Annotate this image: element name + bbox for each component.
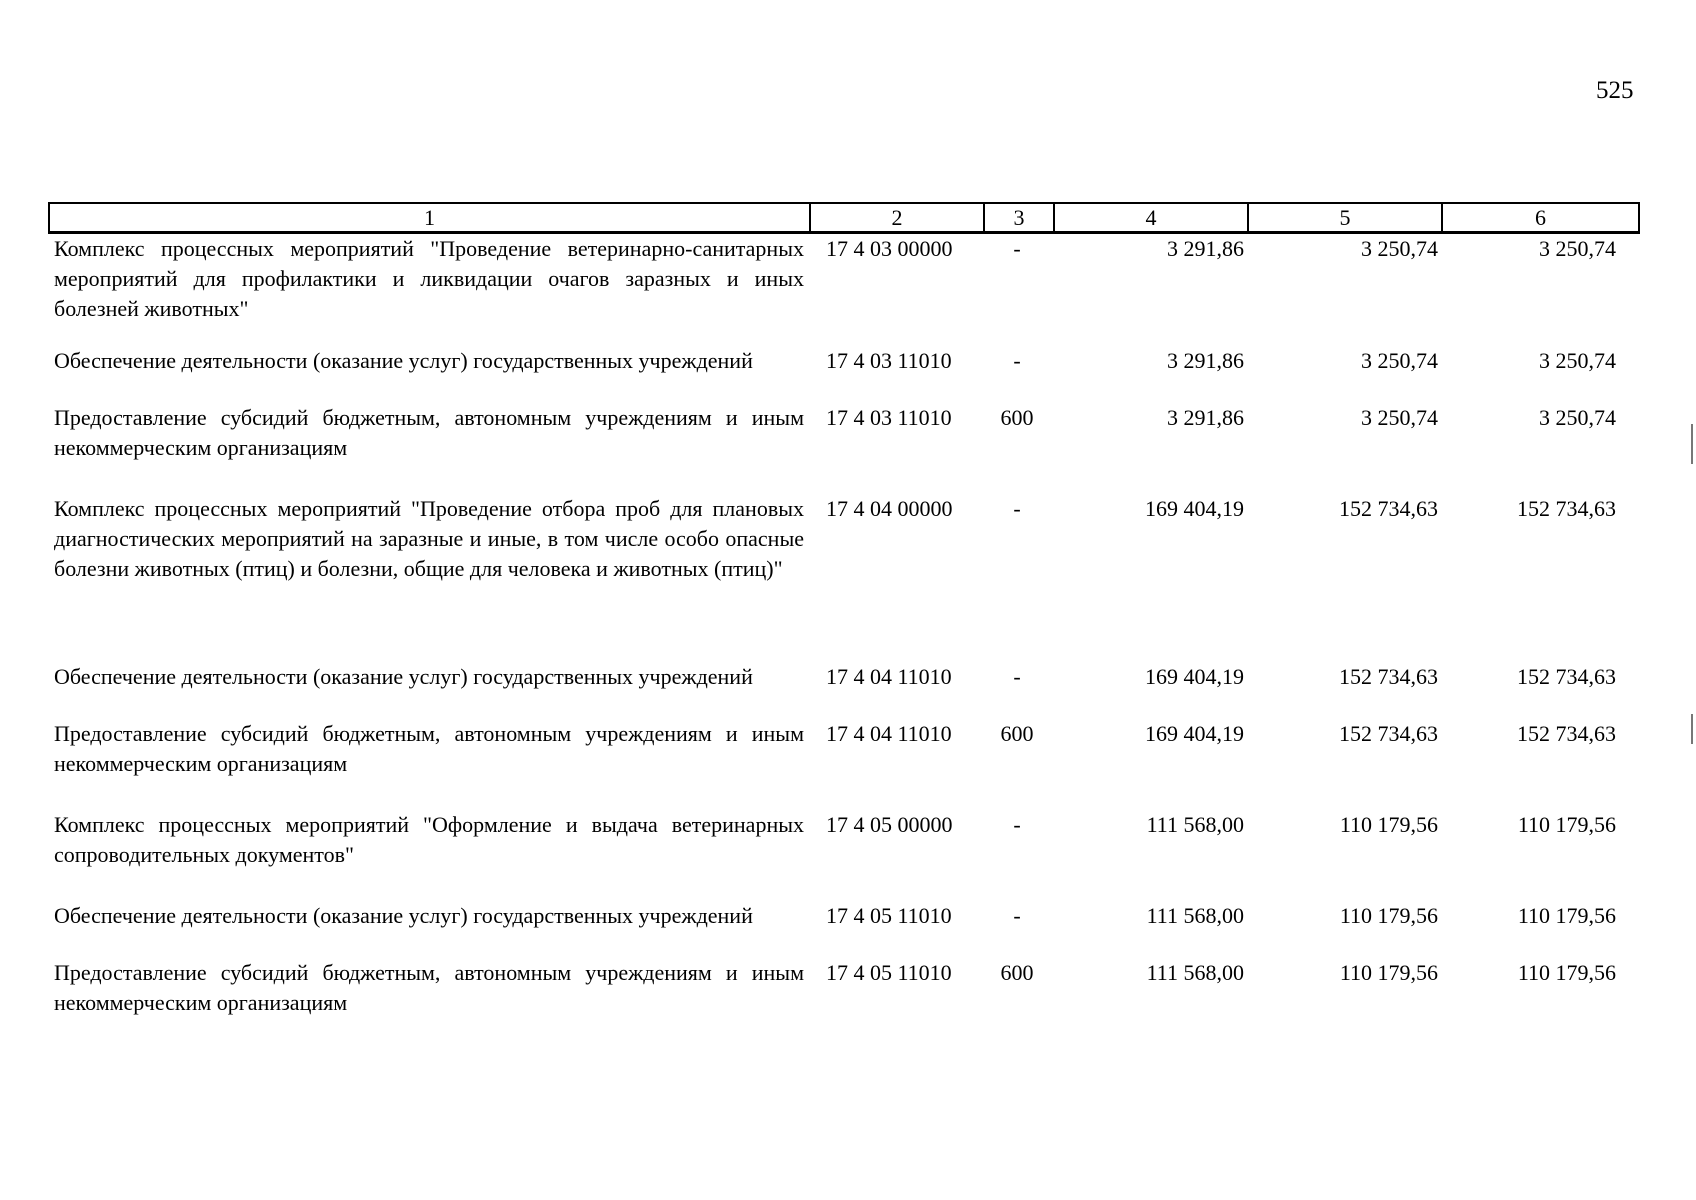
row-amount-5: 110 179,56 — [1339, 902, 1438, 928]
row-amount-5: 3 250,74 — [1361, 347, 1438, 373]
row-amount-5: 152 734,63 — [1339, 720, 1438, 746]
table-row — [49, 901, 1639, 958]
row-code: 17 4 05 00000 — [826, 811, 953, 837]
row-code: 17 4 05 11010 — [826, 959, 952, 985]
row-amount-6: 3 250,74 — [1539, 404, 1616, 430]
scan-edge-mark — [1691, 424, 1693, 464]
row-amount-4: 111 568,00 — [1146, 811, 1244, 837]
row-type: - — [1013, 495, 1021, 521]
row-code: 17 4 04 11010 — [826, 663, 952, 689]
row-code: 17 4 03 00000 — [826, 236, 953, 261]
page-number: 525 — [1596, 77, 1634, 104]
row-name: Обеспечение деятельности (оказание услуг) государственных учреждений — [54, 663, 753, 689]
row-name: Предоставление субсидий бюджетным, автономным учреждениям и иным некоммерческим организациям — [54, 720, 804, 776]
column-header-1: 1 — [49, 203, 810, 233]
column-header-5: 5 — [1248, 203, 1442, 233]
row-code: 17 4 03 11010 — [826, 404, 952, 430]
row-amount-4: 111 568,00 — [1146, 902, 1244, 928]
row-amount-4: 169 404,19 — [1145, 663, 1244, 689]
row-type: - — [1013, 236, 1021, 261]
row-code: 17 4 03 11010 — [826, 347, 952, 373]
table-row — [49, 233, 1639, 346]
table-row — [49, 494, 1639, 662]
table-row — [49, 403, 1639, 494]
row-name: Комплекс процессных мероприятий "Оформление и выдача ветеринарных сопроводительных документов" — [54, 811, 804, 867]
row-name: Обеспечение деятельности (оказание услуг) государственных учреждений — [54, 347, 753, 373]
row-type: - — [1013, 663, 1021, 689]
row-amount-6: 152 734,63 — [1517, 720, 1616, 746]
row-amount-4: 3 291,86 — [1167, 404, 1244, 430]
row-amount-4: 111 568,00 — [1146, 959, 1244, 985]
table-row — [49, 662, 1639, 719]
column-header-2: 2 — [810, 203, 984, 233]
row-amount-6: 3 250,74 — [1539, 236, 1616, 261]
row-amount-6: 110 179,56 — [1517, 811, 1616, 837]
column-header-4: 4 — [1054, 203, 1248, 233]
column-header-6: 6 — [1442, 203, 1639, 233]
table-row — [49, 958, 1639, 1018]
row-name: Предоставление субсидий бюджетным, автономным учреждениям и иным некоммерческим организациям — [54, 404, 804, 460]
row-amount-5: 152 734,63 — [1339, 495, 1438, 521]
row-amount-4: 169 404,19 — [1145, 495, 1244, 521]
row-amount-6: 152 734,63 — [1517, 663, 1616, 689]
row-amount-4: 3 291,86 — [1167, 236, 1244, 261]
row-type: 600 — [1000, 404, 1034, 430]
scan-edge-mark — [1691, 714, 1693, 744]
row-amount-6: 152 734,63 — [1517, 495, 1616, 521]
row-amount-5: 3 250,74 — [1361, 404, 1438, 430]
row-amount-5: 110 179,56 — [1339, 959, 1438, 985]
table-header-row — [49, 203, 1639, 233]
row-code: 17 4 04 00000 — [826, 495, 953, 521]
row-name: Обеспечение деятельности (оказание услуг) государственных учреждений — [54, 902, 753, 928]
row-name: Предоставление субсидий бюджетным, автономным учреждениям и иным некоммерческим организациям — [54, 959, 804, 1015]
row-type: 600 — [1000, 720, 1034, 746]
row-amount-4: 169 404,19 — [1145, 720, 1244, 746]
row-amount-6: 3 250,74 — [1539, 347, 1616, 373]
table-row — [49, 719, 1639, 810]
row-code: 17 4 04 11010 — [826, 720, 952, 746]
row-type: - — [1013, 811, 1021, 837]
table-row — [49, 810, 1639, 901]
row-type: - — [1013, 347, 1021, 373]
row-code: 17 4 05 11010 — [826, 902, 952, 928]
row-name: Комплекс процессных мероприятий "Проведение отбора проб для плановых диагностических мероприятий на заразные и иные, в том числе особо опасные болезни животных (птиц) и болезни, общие для человека и животных (птиц)" — [54, 495, 804, 581]
budget-table — [48, 202, 1640, 1018]
row-amount-6: 110 179,56 — [1517, 959, 1616, 985]
row-amount-6: 110 179,56 — [1517, 902, 1616, 928]
row-amount-5: 152 734,63 — [1339, 663, 1438, 689]
row-type: - — [1013, 902, 1021, 928]
row-amount-4: 3 291,86 — [1167, 347, 1244, 373]
row-amount-5: 3 250,74 — [1361, 236, 1438, 261]
column-header-3: 3 — [984, 203, 1054, 233]
row-type: 600 — [1000, 959, 1034, 985]
row-amount-5: 110 179,56 — [1339, 811, 1438, 837]
table-row — [49, 346, 1639, 403]
row-name: Комплекс процессных мероприятий "Проведение ветеринарно-санитарных мероприятий для профилактики и ликвидации очагов заразных и иных болезней животных" — [54, 236, 804, 321]
